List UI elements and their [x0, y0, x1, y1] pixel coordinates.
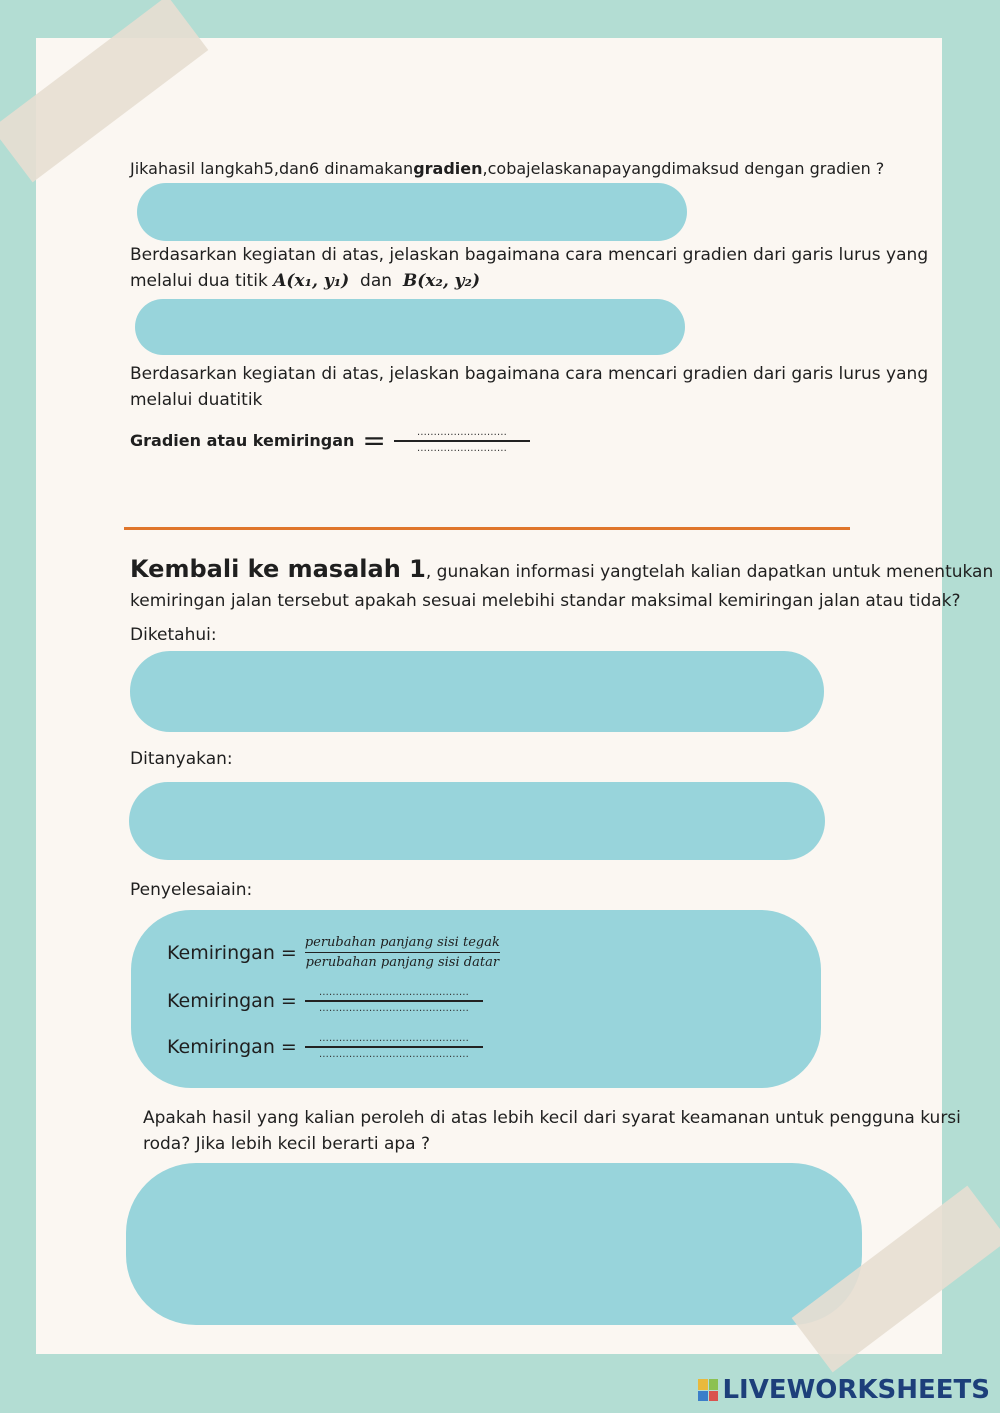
answer-box-final[interactable] — [126, 1163, 862, 1325]
kemiringan-fraction: $\frac{\text{perubahan panjang sisi tegak}}{\text{perubahan panjang sisi datar}}$ — [304, 935, 500, 970]
label-penyelesaian: Penyelesaiain: — [130, 880, 253, 900]
ditanyakan-input[interactable] — [129, 782, 825, 860]
final-answer-input[interactable] — [126, 1163, 862, 1325]
kemiringan-formula: Kemiringan = $\frac{\text{perubahan panjang sisi tegak}}{\text{perubahan panjang sisi datar}}$ — [167, 935, 500, 970]
answer-box-1[interactable] — [137, 183, 687, 241]
final-question: Apakah hasil yang kalian peroleh di atas lebih kecil dari syarat keamanan untuk pengguna kursi roda? Jika lebih kecil berarti apa ? — [143, 1108, 961, 1154]
kemiringan-step-1: Kemiringan = $\frac{\dots\dots\dots\dots\dots\dots\dots\dots\dots\dots\dots\dots\dots\dots\dots}{\dots\dots\dots\dots\dots\dots\dots\dots\dots\dots\dots\dots\dots\dots\dots}$ — [167, 988, 483, 1014]
problem-1-prompt: Kembali ke masalah 1, gunakan informasi yangtelah kalian dapatkan untuk menentukan — [130, 555, 994, 583]
kemiringan-2-denominator[interactable]: ……………………………………… — [318, 1049, 469, 1060]
kemiringan-1-denominator[interactable]: ……………………………………… — [318, 1003, 469, 1014]
answer-input-2[interactable] — [135, 299, 685, 355]
label-ditanyakan: Ditanyakan: — [130, 749, 233, 769]
gradient-fraction: $\frac{\dots\dots\dots\dots\dots\dots\dots\dots\dots}{\dots\dots\dots\dots\dots\dots\dots\dots\dots}$ — [394, 428, 530, 454]
kemiringan-step-2: Kemiringan = $\frac{\dots\dots\dots\dots\dots\dots\dots\dots\dots\dots\dots\dots\dots\dots\dots}{\dots\dots\dots\dots\dots\dots\dots\dots\dots\dots\dots\dots\dots\dots\dots}$ — [167, 1034, 483, 1060]
label-diketahui: Diketahui: — [130, 625, 217, 645]
question-3: Berdasarkan kegiatan di atas, jelaskan bagaimana cara mencari gradien dari garis lurus yang melalui duatitik — [130, 364, 929, 410]
answer-box-diketahui[interactable] — [130, 651, 824, 732]
kemiringan-2-numerator[interactable]: ……………………………………… — [318, 1033, 469, 1044]
answer-box-ditanyakan[interactable] — [129, 782, 825, 860]
section-divider — [124, 527, 850, 530]
question-2: Berdasarkan kegiatan di atas, jelaskan bagaimana cara mencari gradien dari garis lurus yang melalui dua titik A(x₁, y₁) dan B(x₂, y₂) — [130, 245, 929, 291]
question-1: Jikahasil langkah5,dan6 dinamakangradien,cobajelaskanapayangdimaksud dengan gradien ? — [130, 159, 885, 178]
diketahui-input[interactable] — [130, 651, 824, 732]
kemiringan-1-numerator[interactable]: ……………………………………… — [318, 987, 469, 998]
problem-1-prompt-line2: kemiringan jalan tersebut apakah sesuai melebihi standar maksimal kemiringan jalan atau tidak? — [130, 591, 961, 611]
liveworksheets-icon — [698, 1379, 718, 1401]
gradient-formula: Gradien atau kemiringan = $\frac{\dots\dots\dots\dots\dots\dots\dots\dots\dots}{\dots\dots\dots\dots\dots\dots\dots\dots\dots}$ — [130, 428, 530, 454]
answer-box-2[interactable] — [135, 299, 685, 355]
answer-input-1[interactable] — [137, 183, 687, 241]
liveworksheets-logo: LIVEWORKSHEETS — [698, 1375, 990, 1405]
